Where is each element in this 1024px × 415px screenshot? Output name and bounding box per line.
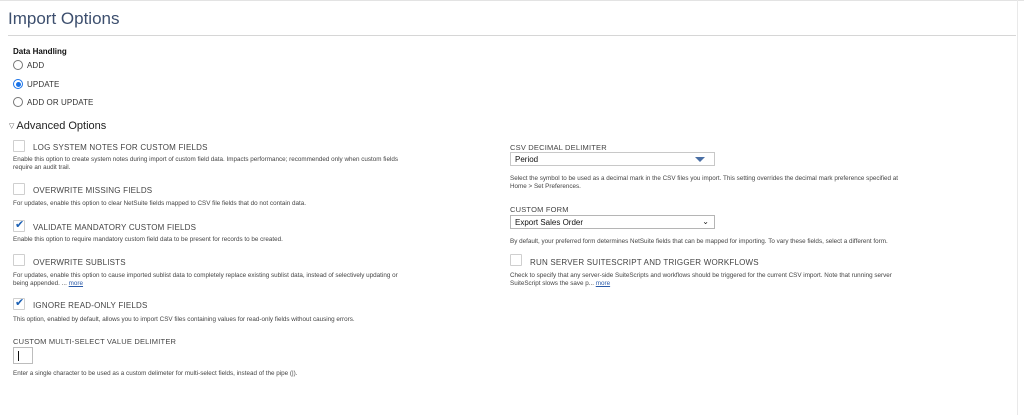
validate-mandatory-desc: Enable this option to require mandatory custom field data to be present for records to be created. xyxy=(13,236,283,243)
radio-button[interactable] xyxy=(13,60,23,70)
radio-button-selected[interactable] xyxy=(13,79,23,89)
delimiter-desc: Enter a single character to be used as a custom delimeter for multi-select fields, instead of the pipe (|). xyxy=(13,370,298,377)
overwrite-sublists-desc-1: For updates, enable this option to cause imported sublist data to completely replace existing sublist data, instead of selectively updating or xyxy=(13,272,398,279)
run-server-more-link[interactable]: more xyxy=(595,280,611,287)
overwrite-sublists-label: OVERWRITE SUBLISTS xyxy=(33,258,126,267)
ignore-read-only-checkbox[interactable] xyxy=(13,298,25,310)
log-system-notes-desc-2: require an audit trail. xyxy=(13,164,71,171)
overwrite-sublists-more-link[interactable]: more xyxy=(68,280,84,287)
radio-add-label: ADD xyxy=(27,60,45,70)
radio-button[interactable] xyxy=(13,97,23,107)
right-border xyxy=(1017,0,1018,415)
delimiter-input[interactable] xyxy=(13,347,33,364)
radio-add-or-update[interactable] xyxy=(13,96,94,108)
ignore-read-only-label: IGNORE READ-ONLY FIELDS xyxy=(33,301,148,310)
overwrite-sublists-checkbox[interactable] xyxy=(13,254,25,266)
log-system-notes-desc-1: Enable this option to create system notes during import of custom field data. Impacts performance; recommended only when custom fields xyxy=(13,156,398,163)
csv-decimal-desc-2: Home > Set Preferences. xyxy=(510,183,581,190)
title-divider xyxy=(8,35,1016,36)
overwrite-missing-fields-desc: For updates, enable this option to clear NetSuite fields mapped to CSV file fields that do not contain data. xyxy=(13,200,306,207)
custom-form-select[interactable] xyxy=(510,215,715,229)
validate-mandatory-label: VALIDATE MANDATORY CUSTOM FIELDS xyxy=(33,223,197,232)
run-server-desc-2-text: SuiteScript slows the save p... xyxy=(510,280,594,287)
log-system-notes-checkbox[interactable] xyxy=(13,140,25,152)
delimiter-label: CUSTOM MULTI-SELECT VALUE DELIMITER xyxy=(13,337,177,346)
radio-update[interactable] xyxy=(13,78,59,90)
radio-add[interactable] xyxy=(13,59,44,71)
radio-add-or-update-label: ADD OR UPDATE xyxy=(27,97,94,107)
log-system-notes-label: LOG SYSTEM NOTES FOR CUSTOM FIELDS xyxy=(33,143,208,152)
text-cursor xyxy=(18,351,19,361)
run-server-label: RUN SERVER SUITESCRIPT AND TRIGGER WORKFLOWS xyxy=(530,258,759,267)
csv-decimal-label: CSV DECIMAL DELIMITER xyxy=(510,143,607,152)
custom-form-desc: By default, your preferred form determines NetSuite fields that can be mapped for importing. To vary these fields, select a different form. xyxy=(510,238,888,245)
top-border xyxy=(0,0,1024,1)
triangle-down-icon[interactable]: ▽ xyxy=(9,123,15,130)
dropdown-arrow-icon[interactable] xyxy=(695,157,705,162)
advanced-options-title: Advanced Options xyxy=(16,120,107,132)
page-title: Import Options xyxy=(8,9,120,28)
csv-decimal-desc-1: Select the symbol to be used as a decimal mark in the CSV files you import. This setting overrides the decimal mark preference specified at xyxy=(510,175,899,182)
validate-mandatory-checkbox[interactable] xyxy=(13,220,25,232)
data-handling-label: Data Handling xyxy=(13,47,67,56)
radio-update-label: UPDATE xyxy=(27,79,60,89)
run-server-checkbox[interactable] xyxy=(510,254,522,266)
custom-form-value: Export Sales Order xyxy=(515,217,584,227)
custom-form-label: CUSTOM FORM xyxy=(510,205,569,214)
overwrite-sublists-desc-2-text: being appended. ... xyxy=(13,280,67,287)
csv-decimal-select[interactable] xyxy=(510,152,715,166)
advanced-options-toggle[interactable] xyxy=(9,120,106,132)
csv-decimal-value: Period xyxy=(515,154,539,164)
overwrite-missing-fields-checkbox[interactable] xyxy=(13,183,25,195)
ignore-read-only-desc: This option, enabled by default, allows you to import CSV files containing values for read-only fields without causing errors. xyxy=(13,316,355,323)
overwrite-missing-fields-label: OVERWRITE MISSING FIELDS xyxy=(33,186,153,195)
run-server-desc-1: Check to specify that any server-side SuiteScripts and workflows should be triggered for the current CSV import. Note that running server xyxy=(510,272,892,279)
run-server-desc-2 xyxy=(510,280,610,289)
overwrite-sublists-desc-2 xyxy=(13,280,83,289)
chevron-down-icon[interactable]: ⌄ xyxy=(702,217,709,226)
